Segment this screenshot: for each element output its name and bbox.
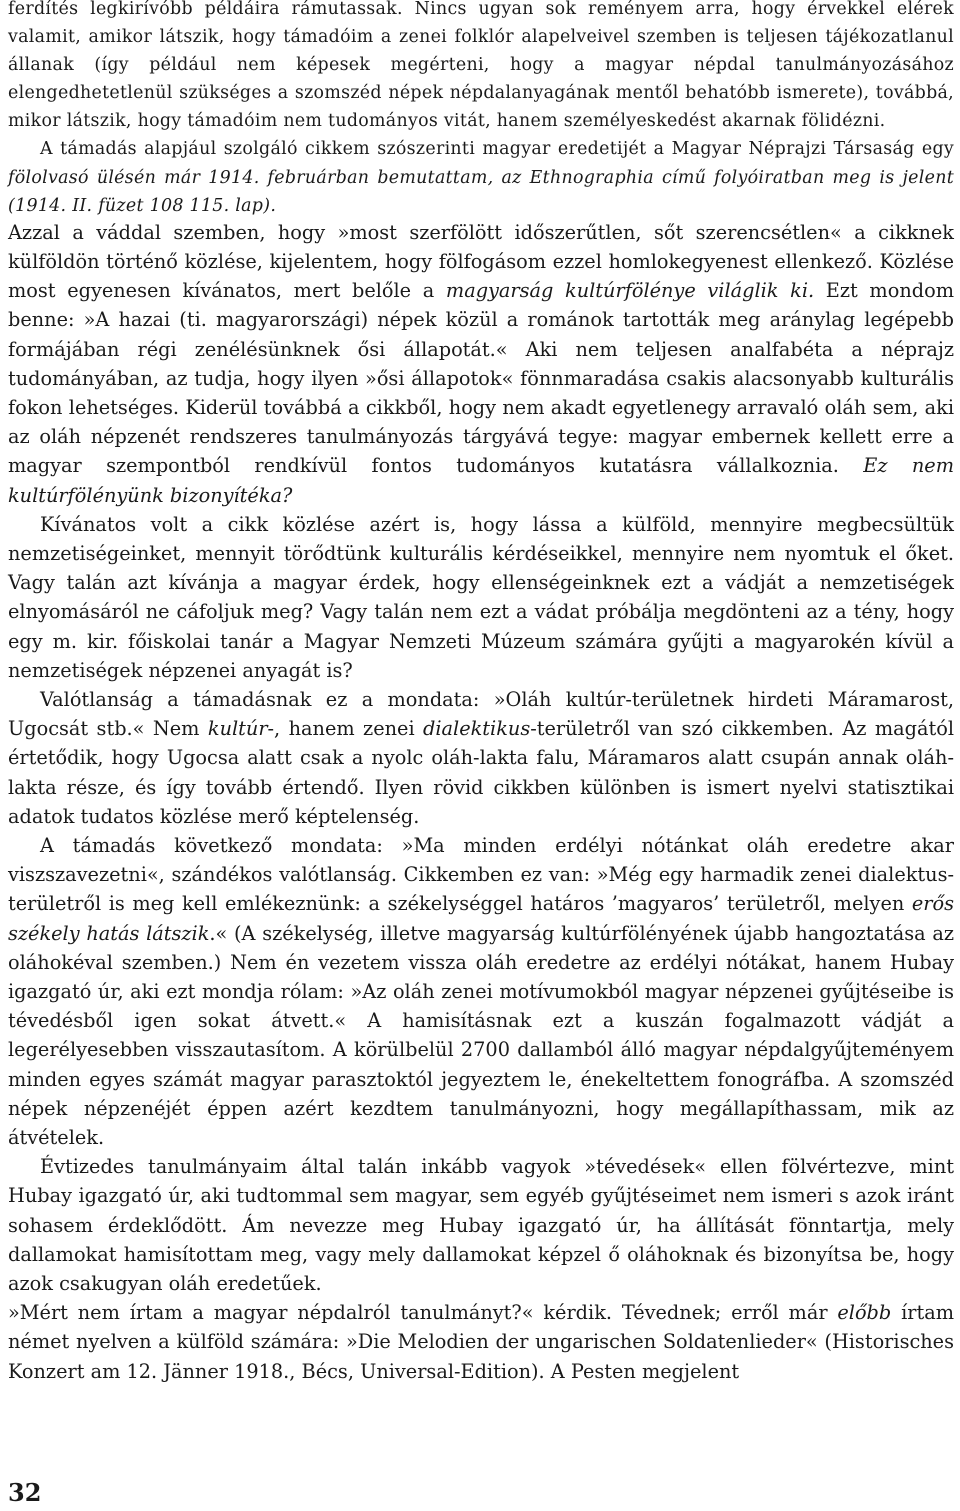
italic-text: fölolvasó ülésén már 1914. februárban bemutattam, az Ethnographia című folyóiratban meg is jelent (1914. II. füzet 108 115. lap). [8,167,954,216]
text-run: A támadás alapjául szolgáló cikkem szószerinti magyar eredetijét a Magyar Néprajzi Társaság egy [40,139,954,160]
text-run: Azzal a váddal szemben, hogy »most szerfölött időszerűtlen, sőt szerencsétlen« a cikknek külföldön történő közlése, kijelentem, hogy fölfogásom ezzel homlokegyenest ellenkező. Közlése most egyenesen kívánatos, mert belőle a [8,220,954,303]
italic-text: Ez nem kultúrfölényünk bizonyítéka? [8,454,954,507]
italic-text: előbb [837,1301,892,1325]
paragraph [8,218,954,510]
text-run: Valótlanság a támadásnak ez a mondata: »Oláh kultúr-területnek hirdeti Máramarost, Ugocsát stb.« Nem [8,688,954,741]
text-run: ferdítés legkirívóbb példáira rámutassak. Nincs ugyan sok reményem arra, hogy érvekkel elérek valamit, amikor látszik, hogy támadóim a zenei folklór alapelveivel szemben is teljesen tájékozatlanul állanak (így például nem képesek megérteni, hogy a magyar népdal tanulmányozásához elengedhetetlenül szükséges a szomszéd népek népdalanyagának mentől behatóbb ismerete), továbbá, mikor látszik, hogy támadóim nem tudományos vitát, hanem személyeskedést akarnak fölidézni. [8,0,954,132]
text-run: A támadás következő mondata: »Ma minden erdélyi nótánkat oláh eredetre akar viszszavezetni«, szándékos valótlanság. Cikkemben ez van: »Még egy harmadik zenei dialektus-területről is meg kell emlékeznünk: a székelységgel határos ’magyaros’ területről, melyen [8,834,954,916]
text-run: Évtizedes tanulmányaim által talán inkább vagyok »tévedések« ellen fölvértezve, mint Hubay igazgató úr, aki tudtommal sem magyar, sem egyéb gyűjtéseimet nem ismeri s azok iránt sohasem érdeklődött. Ám nevezze meg Hubay igazgató úr, ha állítását fönntartja, mely dallamokat hamisítottam meg, vagy mely dallamokat képzel ő oláhoknak és bizonyítsa be, hogy azok csakugyan oláh eredetűek. [8,1155,954,1296]
page-number: 32 [8,1478,42,1507]
document-page [8,0,954,1386]
text-run: -, hanem zenei [267,717,424,741]
paragraph [8,685,954,831]
paragraph [8,1152,954,1298]
text-run: Ezt mondom benne: »A hazai (ti. magyarországi) népek közül a románok tartották meg aránylag legépebb formájában régi zenélésünknek ősi állapotát.« Aki nem teljesen analfabéta a néprajz tudományában, az tudja, hogy ilyen »ősi állapotok« fönnmaradása csakis alacsonyabb kulturális fokon lehetséges. Kiderül továbbá a cikkből, hogy nem akadt egyetlenegy arravaló oláh sem, aki az oláh népzenét rendszeres tanulmányozás tárgyává tegye: magyar embernek kellett erre a magyar szempontból rendkívül fontos tudományos kutatásra vállalkoznia. [8,279,954,478]
paragraph [8,0,954,135]
italic-text: kultúr [207,717,268,741]
paragraph [8,510,954,685]
text-run: Kívánatos volt a cikk közlése azért is, hogy lássa a külföld, mennyire megbecsültük nemzetiségeinket, mennyit törődtünk kulturális kérdéseikkel, mennyire nem nyomtuk el őket. Vagy talán azt kívánja a magyar érdek, hogy ellenségeinknek ezt a vádját a nemzetiségek elnyomásáról ne cáfoljuk meg? Vagy talán nem ezt a vádat próbálja megdönteni az a tény, hogy egy m. kir. főiskolai tanár a Magyar Nemzeti Múzeum számára gyűjti a magyarokén kívül a nemzetiségek népzenei anyagát is? [8,512,954,682]
paragraph [8,1298,954,1386]
italic-text: erős székely hatás látszik [8,892,954,945]
paragraph [8,135,954,219]
italic-text: dialektikus [423,717,531,741]
text-run: .« (A székelység, illetve magyarság kultúrfölényének újabb hangoztatása az oláhokéval szemben.) Nem én vezetem vissza oláh eredetre az erdélyi nótákat, hanem Hubay igazgató úr, aki ezt mondja rólam: »Az oláh zenei motívumokból magyar népzenei gyűjtéseibe is tévedésből igen sokat átvett.« A hamisításnak ezt a kuszán fogalmazott vádját a legerélyesebben visszautasítom. A körülbelül 2700 dallamból álló magyar népdalgyűjteményem minden egyes számát magyar parasztoktól jegyeztem le, énekeltettem fonográfba. A szomszéd népek népzenéjét éppen azért kezdtem tanulmányozni, hogy megállapíthassam, mik az átvételek. [8,921,954,1150]
paragraph [8,831,954,1152]
text-run: -területről van szó cikkemben. Az magától értetődik, hogy Ugocsa alatt csak a nyolc oláh-lakta falu, Máramaros alatt csupán annak oláh-lakta része, és így tovább értendő. Ilyen rövid cikkben különben is ismert nyelvi statisztikai adatok tudatos közlése merő képtelenség. [8,717,954,828]
italic-text: magyarság kultúrfölénye világlik ki. [445,279,815,303]
text-run: írtam német nyelven a külföld számára: »Die Melodien der ungarischen Soldatenlieder« (Historisches Konzert am 12. Jänner 1918., Bécs, Universal-Edition). A Pesten megjelent [8,1301,954,1383]
text-run: »Mért nem írtam a magyar népdalról tanulmányt?« kérdik. Tévednek; erről már [8,1301,838,1325]
